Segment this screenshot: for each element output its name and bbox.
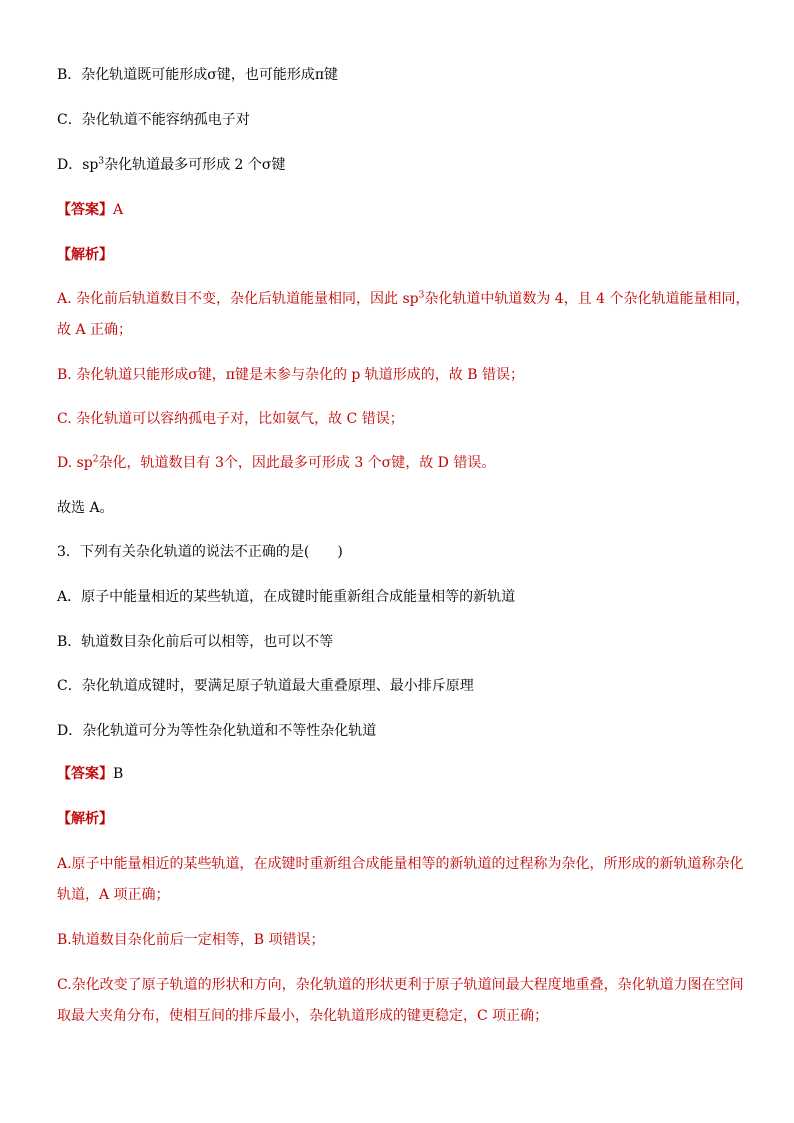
q3-answer-label: 【答案】 [57, 766, 113, 782]
q2-option-d-sup: 3 [98, 156, 105, 167]
q3-analysis-a1: A.原子中能量相近的某些轨道，在成键时重新组合成能量相等的新轨道的过程称为杂化，所形成的新轨道称杂化 [57, 856, 744, 872]
q2-option-d-post: 杂化轨道最多可形成 2 个σ键 [104, 157, 286, 173]
q3-option-a: A．原子中能量相近的某些轨道，在成键时能重新组合成能量相等的新轨道 [57, 589, 516, 605]
q2-conclusion: 故选 A。 [57, 500, 114, 516]
q2-option-b: B．杂化轨道既可能形成σ键，也可能形成π键 [57, 67, 339, 83]
q2-answer [57, 200, 123, 220]
q3-analysis-label: 【解析】 [57, 811, 113, 827]
q3-option-c: C．杂化轨道成键时，要满足原子轨道最大重叠原理、最小排斥原理 [57, 678, 474, 694]
q2-analysis-label: 【解析】 [57, 247, 113, 263]
q2-analysis-a-cont: 故 A 正确； [57, 322, 133, 338]
q2-answer-value: A [113, 202, 124, 218]
q2-analysis-a-sup: 3 [418, 290, 425, 301]
q2-analysis-a-post: 杂化轨道中轨道数为 4，且 4 个杂化轨道能量相同， [424, 291, 750, 307]
q2-analysis-b: B. 杂化轨道只能形成σ键，π键是未参与杂化的 p 轨道形成的，故 B 错误； [57, 367, 524, 383]
q3-answer-value: B [113, 766, 124, 782]
q2-analysis-a [57, 289, 750, 309]
q3-analysis-c1: C.杂化改变了原子轨道的形状和方向，杂化轨道的形状更利于原子轨道间最大程度地重叠，杂化轨道力图在空间 [57, 977, 744, 993]
q2-option-d [57, 155, 285, 175]
q2-analysis-d-pre: D. sp [57, 455, 93, 471]
q3-option-d: D．杂化轨道可分为等性杂化轨道和不等性杂化轨道 [57, 723, 377, 739]
q2-analysis-d-sup: 2 [92, 454, 99, 465]
q3-answer [57, 764, 123, 784]
q2-analysis-a-pre: A. 杂化前后轨道数目不变，杂化后轨道能量相同，因此 sp [57, 291, 419, 307]
q3-analysis-b: B.轨道数目杂化前后一定相等，B 项错误； [57, 932, 325, 948]
q2-analysis-c: C. 杂化轨道可以容纳孤电子对，比如氨气，故 C 错误； [57, 411, 404, 427]
q3-question: 3．下列有关杂化轨道的说法不正确的是( ) [57, 544, 343, 560]
q2-analysis-d-post: 杂化，轨道数目有 3个，因此最多可形成 3 个σ键，故 D 错误。 [98, 455, 496, 471]
q2-analysis-d [57, 453, 495, 473]
q2-option-d-pre: D．sp [57, 157, 99, 173]
q3-analysis-c2: 取最大夹角分布，使相互间的排斥最小，杂化轨道形成的键更稳定，C 项正确； [57, 1008, 549, 1024]
q3-option-b: B．轨道数目杂化前后可以相等，也可以不等 [57, 634, 334, 650]
q3-analysis-a2: 轨道，A 项正确； [57, 887, 170, 903]
q2-answer-label: 【答案】 [57, 202, 113, 218]
q2-option-c: C．杂化轨道不能容纳孤电子对 [57, 112, 250, 128]
